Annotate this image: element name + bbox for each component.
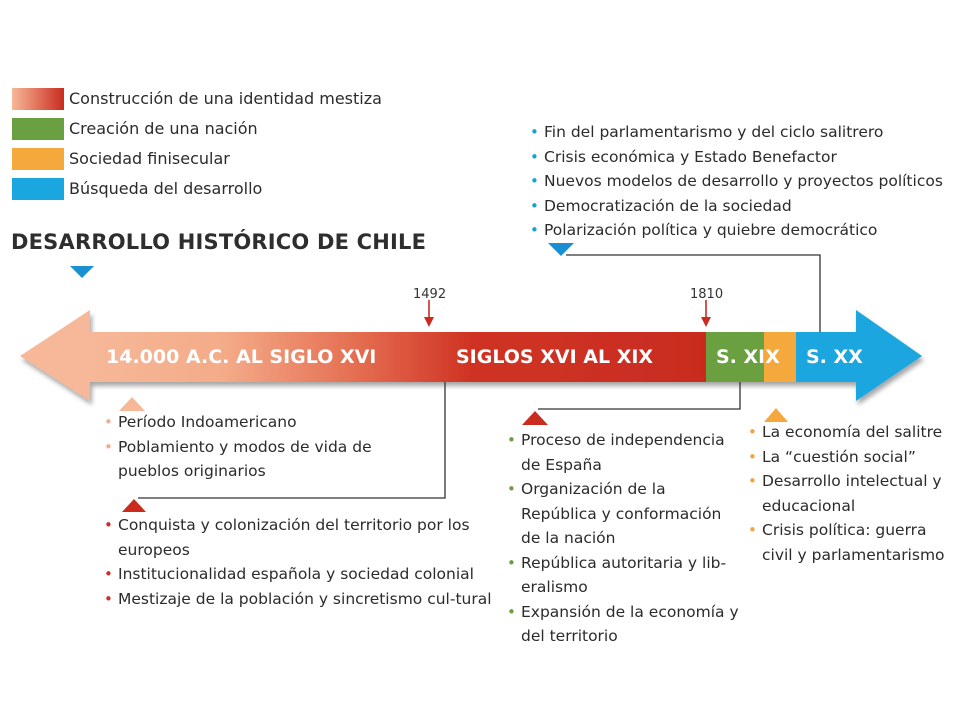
list-item: • Polarización política y quiebre democrático — [530, 218, 960, 243]
legend-label-desarrollo: Búsqueda del desarrollo — [69, 179, 263, 198]
list-item: • Mestizaje de la población y sincretismo cul-tural — [104, 587, 494, 612]
marker-colonial-icon — [122, 499, 146, 512]
page-title: DESARROLLO HISTÓRICO DE CHILE — [11, 230, 427, 254]
marker-indoamericano-icon — [119, 397, 145, 411]
legend-label-nacion: Creación de una nación — [69, 119, 258, 138]
era-label-colonial: SIGLOS XVI AL XIX — [456, 346, 654, 368]
timeline-left-arrowhead — [20, 310, 90, 401]
notes-colonial — [104, 513, 494, 611]
timeline-right-arrowhead — [856, 310, 922, 401]
legend-label-mestiza: Construcción de una identidad mestiza — [69, 89, 382, 108]
connector-siglo-xix — [538, 382, 740, 409]
list-item: • República autoritaria y lib-eralismo — [507, 551, 739, 600]
era-label-precolombina: 14.000 A.C. AL SIGLO XVI — [106, 346, 377, 368]
list-item: • Democratización de la sociedad — [530, 194, 960, 219]
year-label-1810: 1810 — [690, 287, 724, 302]
notes-siglo-xix — [507, 428, 739, 649]
list-item: • La economía del salitre — [748, 420, 958, 445]
list-item: • La “cuestión social” — [748, 445, 958, 470]
marker-siglo-xix-icon — [522, 411, 548, 425]
list-item: • Desarrollo intelectual y educacional — [748, 469, 958, 518]
list-item: • Institucionalidad española y sociedad colonial — [104, 562, 494, 587]
notes-siglo-xx — [530, 120, 960, 243]
list-item: • Período Indoamericano — [104, 410, 394, 435]
legend-label-finisecular: Sociedad finisecular — [69, 149, 230, 168]
title-down-triangle-icon — [70, 266, 94, 278]
list-item: • Poblamiento y modos de vida de pueblos originarios — [104, 435, 394, 484]
list-item: • Nuevos modelos de desarrollo y proyectos políticos — [530, 169, 960, 194]
year-marker-arrow-1492 — [424, 317, 434, 327]
list-item: • Organización de la República y conformación de la nación — [507, 477, 739, 551]
list-item: • Fin del parlamentarismo y del ciclo salitrero — [530, 120, 960, 145]
notes-finisecular — [748, 420, 958, 567]
list-item: • Crisis económica y Estado Benefactor — [530, 145, 960, 170]
year-marker-arrow-1810 — [701, 317, 711, 327]
era-label-siglo-xix: S. XIX — [716, 346, 780, 368]
list-item: • Proceso de independencia de España — [507, 428, 739, 477]
era-label-siglo-xx: S. XX — [806, 346, 863, 368]
list-item: • Crisis política: guerra civil y parlamentarismo — [748, 518, 958, 567]
year-label-1492: 1492 — [413, 287, 447, 302]
marker-siglo-xx-icon — [548, 243, 574, 256]
list-item: • Conquista y colonización del territorio por los europeos — [104, 513, 494, 562]
list-item: • Expansión de la economía y del territorio — [507, 600, 739, 649]
notes-indoamericano — [104, 410, 394, 484]
